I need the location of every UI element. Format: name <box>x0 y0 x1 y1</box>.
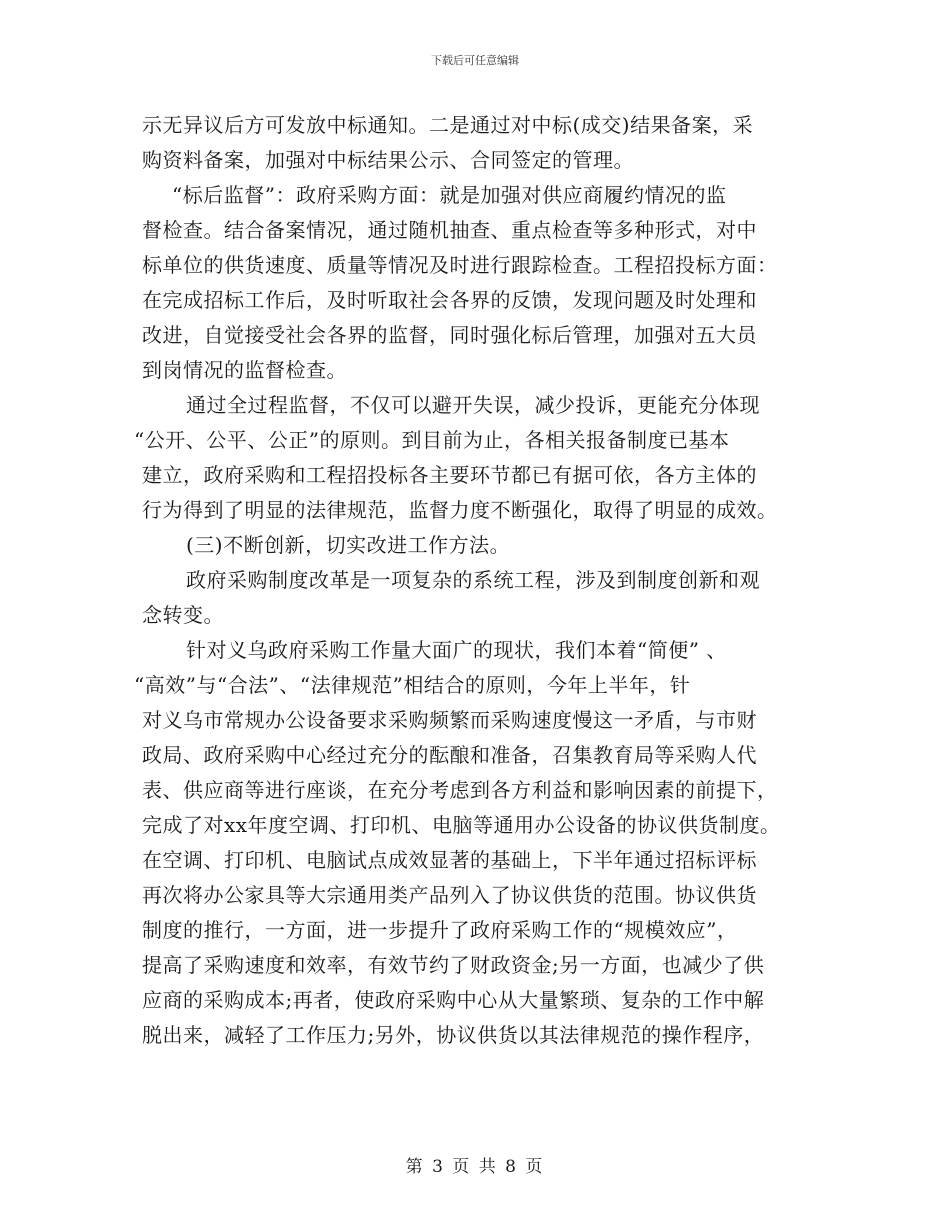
paragraph-start-line: 针对义乌政府采购工作量大面广的现状，我们本着“简便” 、 <box>186 638 727 662</box>
text-line: 行为得到了明显的法律规范，监督力度不断强化，取得了明显的成效。 <box>142 498 778 522</box>
page-header: 下载后可任意编辑 <box>431 54 519 67</box>
page-footer: 第 3 页 共 8 页 <box>405 1157 545 1177</box>
text-line: 应商的采购成本;再者，使政府采购中心从大量繁琐、复杂的工作中解 <box>142 988 765 1012</box>
text-line: 改进，自觉接受社会各界的监督，同时强化标后管理，加强对五大员 <box>142 323 757 347</box>
text-line: 购资料备案，加强对中标结果公示、合同签定的管理。 <box>142 148 634 172</box>
document-body <box>134 108 822 1053</box>
text-line: 完成了对xx年度空调、打印机、电脑等通用办公设备的协议供货制度。 <box>142 813 781 837</box>
text-line: 制度的推行，一方面，进一步提升了政府采购工作的“规模效应”， <box>142 918 738 942</box>
text-line: 政局、政府采购中心经过充分的酝酿和准备，召集教育局等采购人代 <box>142 743 757 767</box>
text-line: 标单位的供货速度、质量等情况及时进行跟踪检查。工程招投标方面： <box>142 253 778 277</box>
paragraph-start-line: 政府采购制度改革是一项复杂的系统工程，涉及到制度创新和观 <box>186 568 760 592</box>
text-line: 对义乌市常规办公设备要求采购频繁而采购速度慢这一矛盾，与市财 <box>142 708 757 732</box>
text-line: “公开、公平、公正”的原则。到目前为止，各相关报备制度已基本 <box>134 428 730 452</box>
text-line: 到岗情况的监督检查。 <box>142 358 347 382</box>
paragraph-start-line: “标后监督”：政府采购方面：就是加强对供应商履约情况的监 <box>172 183 727 207</box>
text-line: 提高了采购速度和效率，有效节约了财政资金;另一方面，也减少了供 <box>142 953 765 977</box>
text-line: “高效”与“合法”、“法律规范”相结合的原则，今年上半年，针 <box>134 673 691 697</box>
text-line: 表、供应商等进行座谈，在充分考虑到各方利益和影响因素的前提下， <box>142 778 778 802</box>
text-line: 建立，政府采购和工程招投标各主要环节都已有据可依，各方主体的 <box>142 463 757 487</box>
text-line: 在空调、打印机、电脑试点成效显著的基础上，下半年通过招标评标 <box>142 848 757 872</box>
text-line: 念转变。 <box>142 603 224 627</box>
text-line: 脱出来，减轻了工作压力;另外，协议供货以其法律规范的操作程序， <box>142 1023 765 1047</box>
section-heading-line: (三)不断创新，切实改进工作方法。 <box>186 533 511 557</box>
paragraph-start-line: 通过全过程监督，不仅可以避开失误，减少投诉，更能充分体现 <box>186 393 760 417</box>
text-line: 在完成招标工作后，及时听取社会各界的反馈，发现问题及时处理和 <box>142 288 757 312</box>
text-line: 督检查。结合备案情况，通过随机抽查、重点检查等多种形式，对中 <box>142 218 757 242</box>
text-line: 再次将办公家具等大宗通用类产品列入了协议供货的范围。协议供货 <box>142 883 757 907</box>
text-line: 示无异议后方可发放中标通知。二是通过对中标(成交)结果备案，采 <box>142 113 754 137</box>
